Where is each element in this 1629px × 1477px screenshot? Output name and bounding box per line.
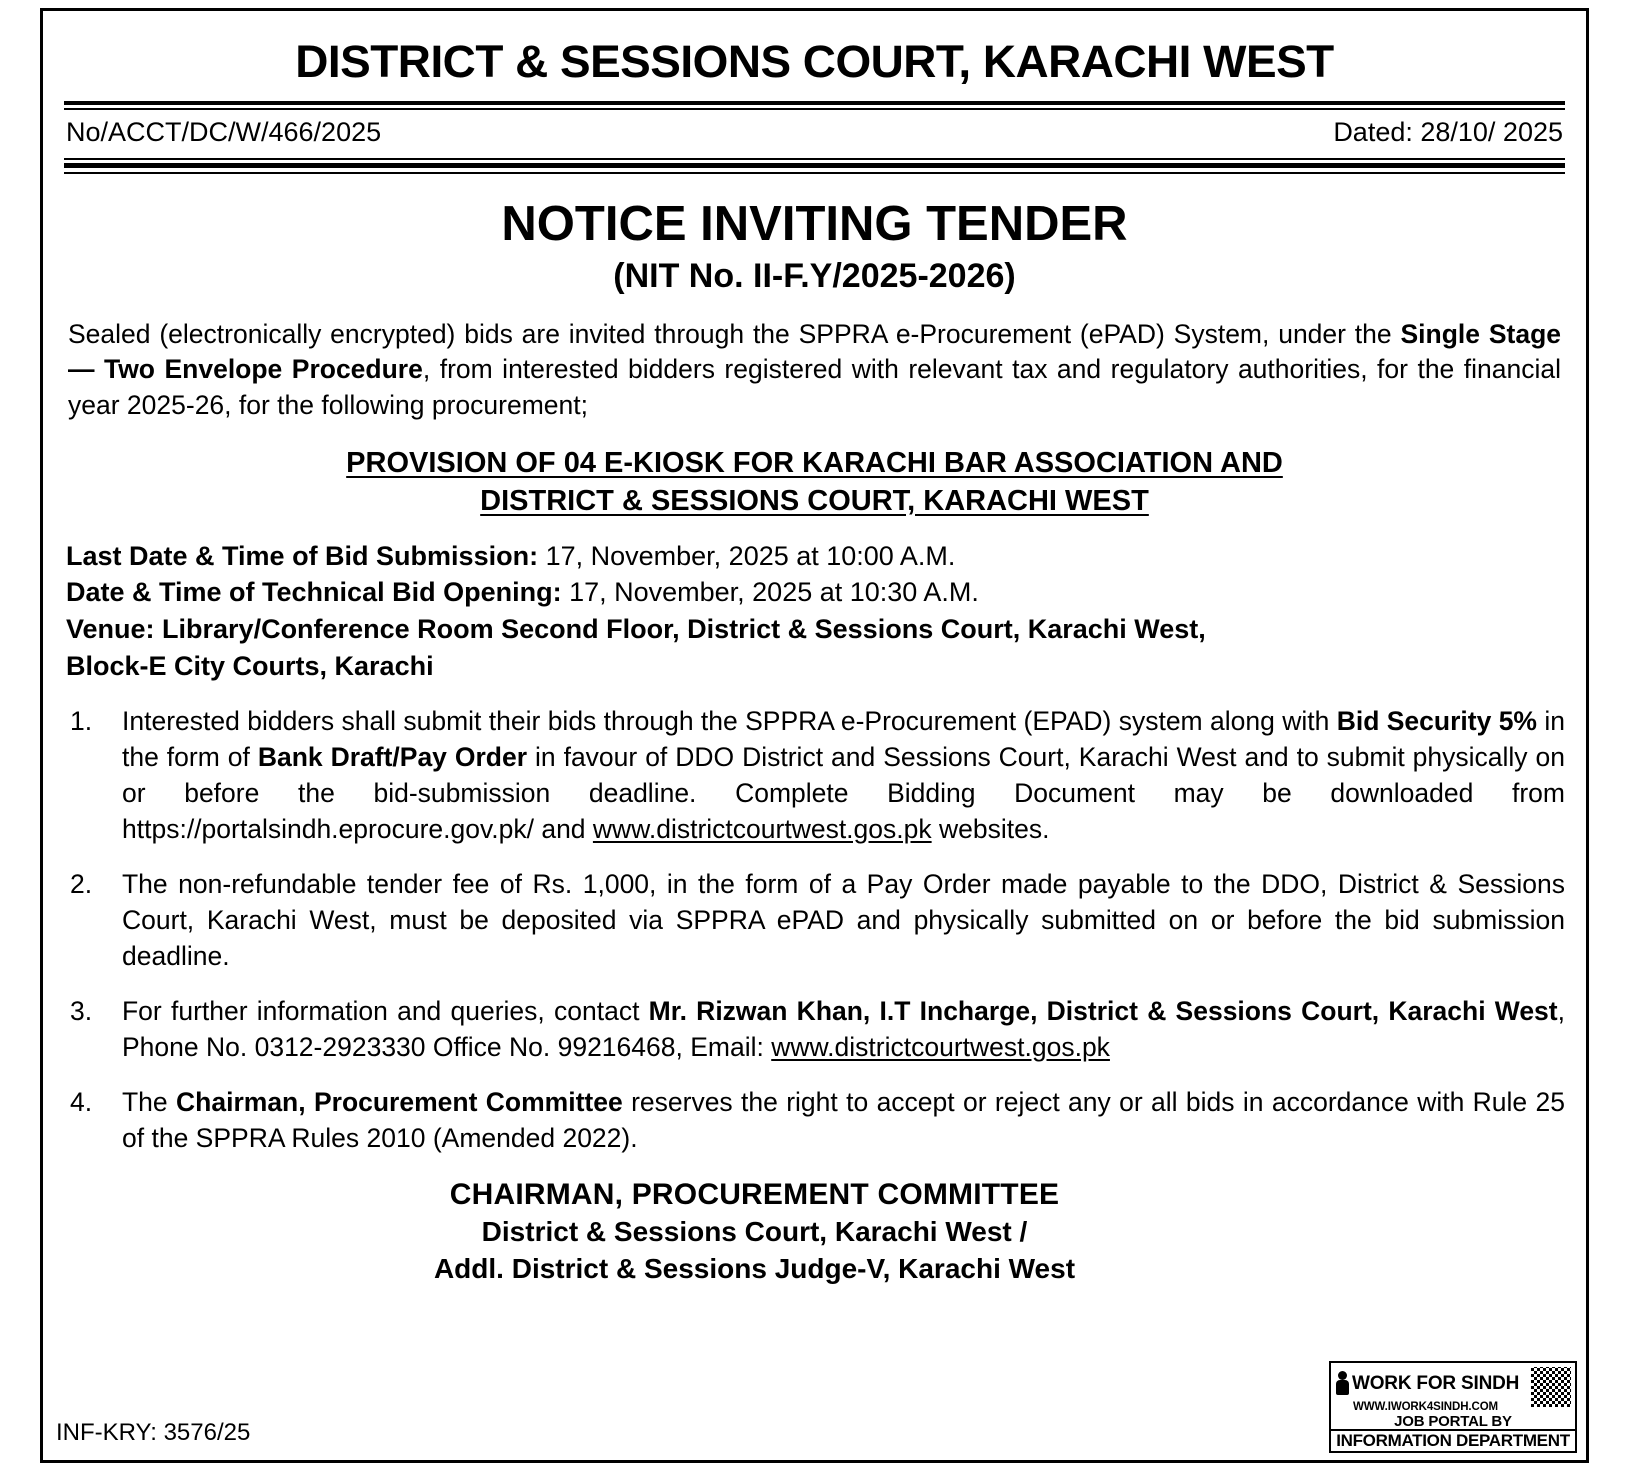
list-item-text: Interested bidders shall submit their bids through the SPPRA e-Procurement (EPAD) system along with bbox=[122, 705, 1337, 736]
list-item-emphasis: Bid Security 5% bbox=[1336, 705, 1537, 736]
list-item-number: 3. bbox=[70, 995, 93, 1026]
list-item-emphasis: Chairman, Procurement Committee bbox=[176, 1086, 623, 1117]
list-item-text: in the form of bbox=[122, 705, 1565, 772]
intro-paragraph bbox=[64, 317, 1565, 424]
qr-code-icon bbox=[1531, 1367, 1571, 1407]
bid-opening-value: 17, November, 2025 at 10:30 A.M. bbox=[561, 577, 979, 608]
list-item-link[interactable]: www.districtcourtwest.gos.pk bbox=[771, 1031, 1110, 1062]
intro-part-2: , from interested bidders registered with relevant tax and regulatory authorities, for the financial year 2025-26, for the following procurement; bbox=[68, 354, 1562, 420]
header-rule-group bbox=[64, 158, 1565, 174]
terms-list-item bbox=[64, 703, 1565, 847]
notice-content bbox=[48, 16, 1581, 1455]
logo-website: WWW.IWORK4SINDH.COM bbox=[1353, 1401, 1499, 1414]
list-item-emphasis: Mr. Rizwan Khan, I.T Incharge, District & Sessions Court, Karachi West bbox=[648, 995, 1558, 1026]
bid-opening-row bbox=[66, 574, 1563, 611]
logo-job-portal-label: JOB PORTAL BY bbox=[1394, 1412, 1512, 1430]
terms-list-item bbox=[64, 1084, 1565, 1156]
logo-bottom-row bbox=[1331, 1414, 1575, 1451]
bid-submission-row bbox=[66, 538, 1563, 575]
bid-submission-value: 17, November, 2025 at 10:00 A.M. bbox=[538, 540, 956, 571]
logo-title: WORK FOR SINDH bbox=[1352, 1372, 1520, 1394]
list-item-text: For further information and queries, contact bbox=[122, 995, 649, 1026]
venue-line-2: Block-E City Courts, Karachi bbox=[66, 650, 434, 681]
bid-submission-label: Last Date & Time of Bid Submission: bbox=[66, 540, 539, 571]
terms-list bbox=[64, 703, 1565, 1156]
signature-designation: Addl. District & Sessions Judge-V, Karachi West bbox=[433, 1253, 1076, 1285]
list-item-emphasis: Bank Draft/Pay Order bbox=[257, 741, 528, 772]
reference-line bbox=[64, 110, 1565, 156]
inf-number: INF-KRY: 3576/25 bbox=[56, 1419, 251, 1446]
intro-part-1: Sealed (electronically encrypted) bids are invited through the SPPRA e-Procurement (ePAD) System, under the bbox=[68, 318, 1401, 349]
terms-list-item bbox=[64, 993, 1565, 1065]
signature-title: CHAIRMAN, PROCUREMENT COMMITTEE bbox=[449, 1177, 1060, 1211]
list-item-number: 2. bbox=[70, 868, 93, 899]
page-title: NOTICE INVITING TENDER bbox=[501, 197, 1128, 252]
procurement-subject bbox=[64, 445, 1565, 519]
bid-opening-label: Date & Time of Technical Bid Opening: bbox=[66, 577, 562, 608]
header-rule-thick bbox=[64, 101, 1565, 105]
signature-block bbox=[64, 1175, 1565, 1289]
organization-title: DISTRICT & SESSIONS COURT, KARACHI WEST bbox=[295, 36, 1334, 87]
logo-top-row bbox=[1331, 1363, 1575, 1400]
list-item-text: websites. bbox=[931, 813, 1050, 844]
list-item-text: The bbox=[122, 1086, 177, 1117]
iwork-for-sindh-logo bbox=[1329, 1361, 1577, 1453]
notice-date: Dated: 28/10/ 2025 bbox=[1333, 117, 1563, 148]
list-item-text: The non-refundable tender fee of Rs. 1,000, in the form of a Pay Order made payable to the DDO, District & Sessions Court, Karachi West, must be deposited via SPPRA ePAD and physically submitted on or before the bid submission deadline. bbox=[122, 868, 1565, 971]
reference-number: No/ACCT/DC/W/466/2025 bbox=[66, 117, 382, 148]
procurement-subject-line-1: PROVISION OF 04 E-KIOSK FOR KARACHI BAR ASSOCIATION AND bbox=[346, 447, 1283, 480]
list-item-number: 4. bbox=[70, 1086, 93, 1117]
list-item-number: 1. bbox=[70, 705, 93, 736]
terms-list-item bbox=[64, 866, 1565, 974]
intro-bold-procedure: Single Stage — Two Envelope Procedure bbox=[68, 318, 1561, 385]
venue-line-1: Venue: Library/Conference Room Second Floor, District & Sessions Court, Karachi West, bbox=[66, 614, 1206, 645]
list-item-text: in favour of DDO District and Sessions Court, Karachi West and to submit physically on or before the bid-submission deadline. Complete Bidding Document may be downloaded from https://portalsindh.eprocure.gov.pk/ and bbox=[122, 741, 1565, 844]
list-item-text: reserves the right to accept or reject any or all bids in accordance with Rule 25 of the SPPRA Rules 2010 (Amended 2022). bbox=[122, 1086, 1565, 1153]
list-item-text: , Phone No. 0312-2923330 Office No. 99216468, Email: bbox=[122, 995, 1565, 1062]
key-dates-block bbox=[64, 538, 1565, 685]
signature-office: District & Sessions Court, Karachi West / bbox=[481, 1216, 1028, 1248]
logo-department-label: INFORMATION DEPARTMENT bbox=[1331, 1429, 1575, 1451]
nit-number: (NIT No. II-F.Y/2025-2026) bbox=[613, 257, 1016, 296]
procurement-subject-line-2: DISTRICT & SESSIONS COURT, KARACHI WEST bbox=[480, 484, 1149, 517]
list-item-link[interactable]: www.districtcourtwest.gos.pk bbox=[592, 813, 932, 844]
person-icon bbox=[1335, 1371, 1351, 1395]
